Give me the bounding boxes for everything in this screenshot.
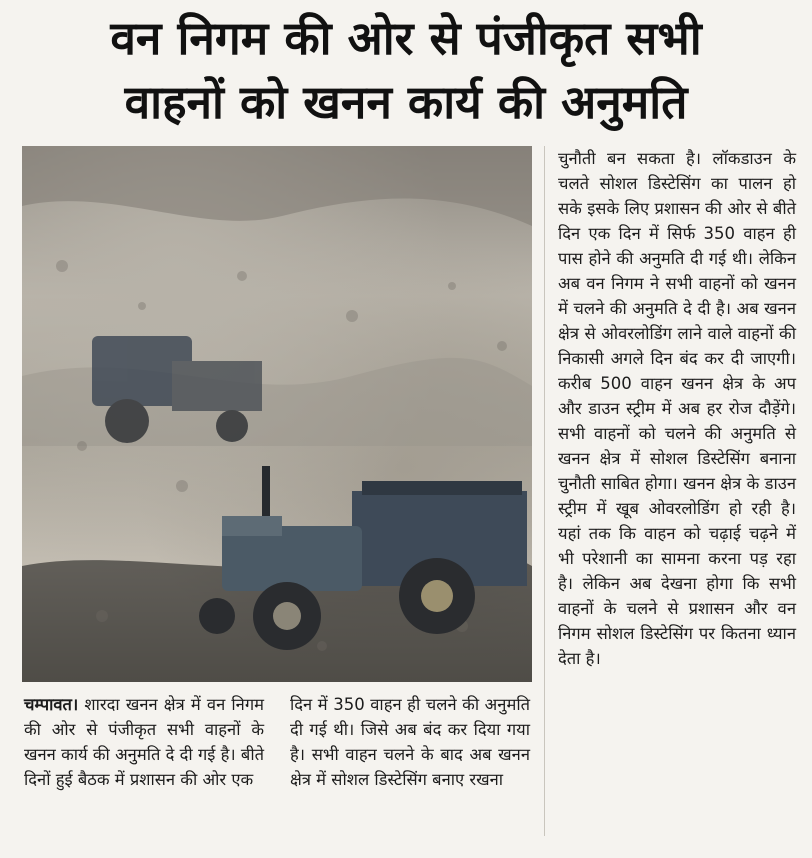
photo-illustration — [22, 146, 532, 682]
dateline: चम्पावत। — [24, 695, 79, 714]
article-text-middle: दिन में 350 वाहन ही चलने की अनुमति दी गई थी। जिसे अब बंद कर दिया गया है। सभी वाहन चलने के बाद अब खनन क्षेत्र में सोशल डिस्टेसिंग बनाए रखना — [290, 695, 530, 789]
headline-line-2: वाहनों को खनन कार्य की अनुमति — [124, 75, 688, 129]
article-text-right: चुनौती बन सकता है। लॉकडाउन के चलते सोशल डिस्टेसिंग का पालन हो सके इसके लिए प्रशासन की ओर से बीते दिन एक दिन में सिर्फ 350 वाहन ही पास होने की अनुमति दी गई थी। लेकिन अब वन निगम ने सभी वाहनों को खनन में चलने की अनुमति दे दी है। अब खनन क्षेत्र से ओवरलोडिंग लाने वाले वाहनों की निकासी अगले दिन बंद कर दी जाएगी। करीब 500 वाहन खनन क्षेत्र के अप और डाउन स्ट्रीम में अब हर रोज दौड़ेंगे। सभी वाहनों को चलने की अनुमति से खनन क्षेत्र में सोशल डिस्टेसिंग बनाना चुनौती साबित होगा। खनन क्षेत्र के डाउन स्ट्रीम में खूब ओवरलोडिंग हो रही है। यहां तक कि वाहन को चढ़ाई चढ़ने में भी परेशानी का सामना करना पड़ रहा है। लेकिन अब देखना होगा कि सभी वाहनों के चलने से प्रशासन और वन निगम सोशल डिस्टेसिंग पर कितना ध्यान देता है। — [558, 149, 796, 668]
news-photo-tractors-mining — [22, 146, 532, 682]
article-column-middle — [290, 692, 530, 792]
headline-line-1: वन निगम की ओर से पंजीकृत सभी — [110, 11, 702, 65]
column-rule — [544, 146, 545, 836]
article-text-left: शारदा खनन क्षेत्र में वन निगम की ओर से पंजीकृत सभी वाहनों के खनन कार्य की अनुमति दे दी गई है। बीते दिनों हुई बैठक में प्रशासन की ओर एक — [24, 695, 265, 789]
article-column-right — [558, 146, 796, 671]
headline — [20, 6, 792, 134]
article-paragraph-left — [24, 692, 264, 792]
article-column-left — [24, 692, 264, 792]
